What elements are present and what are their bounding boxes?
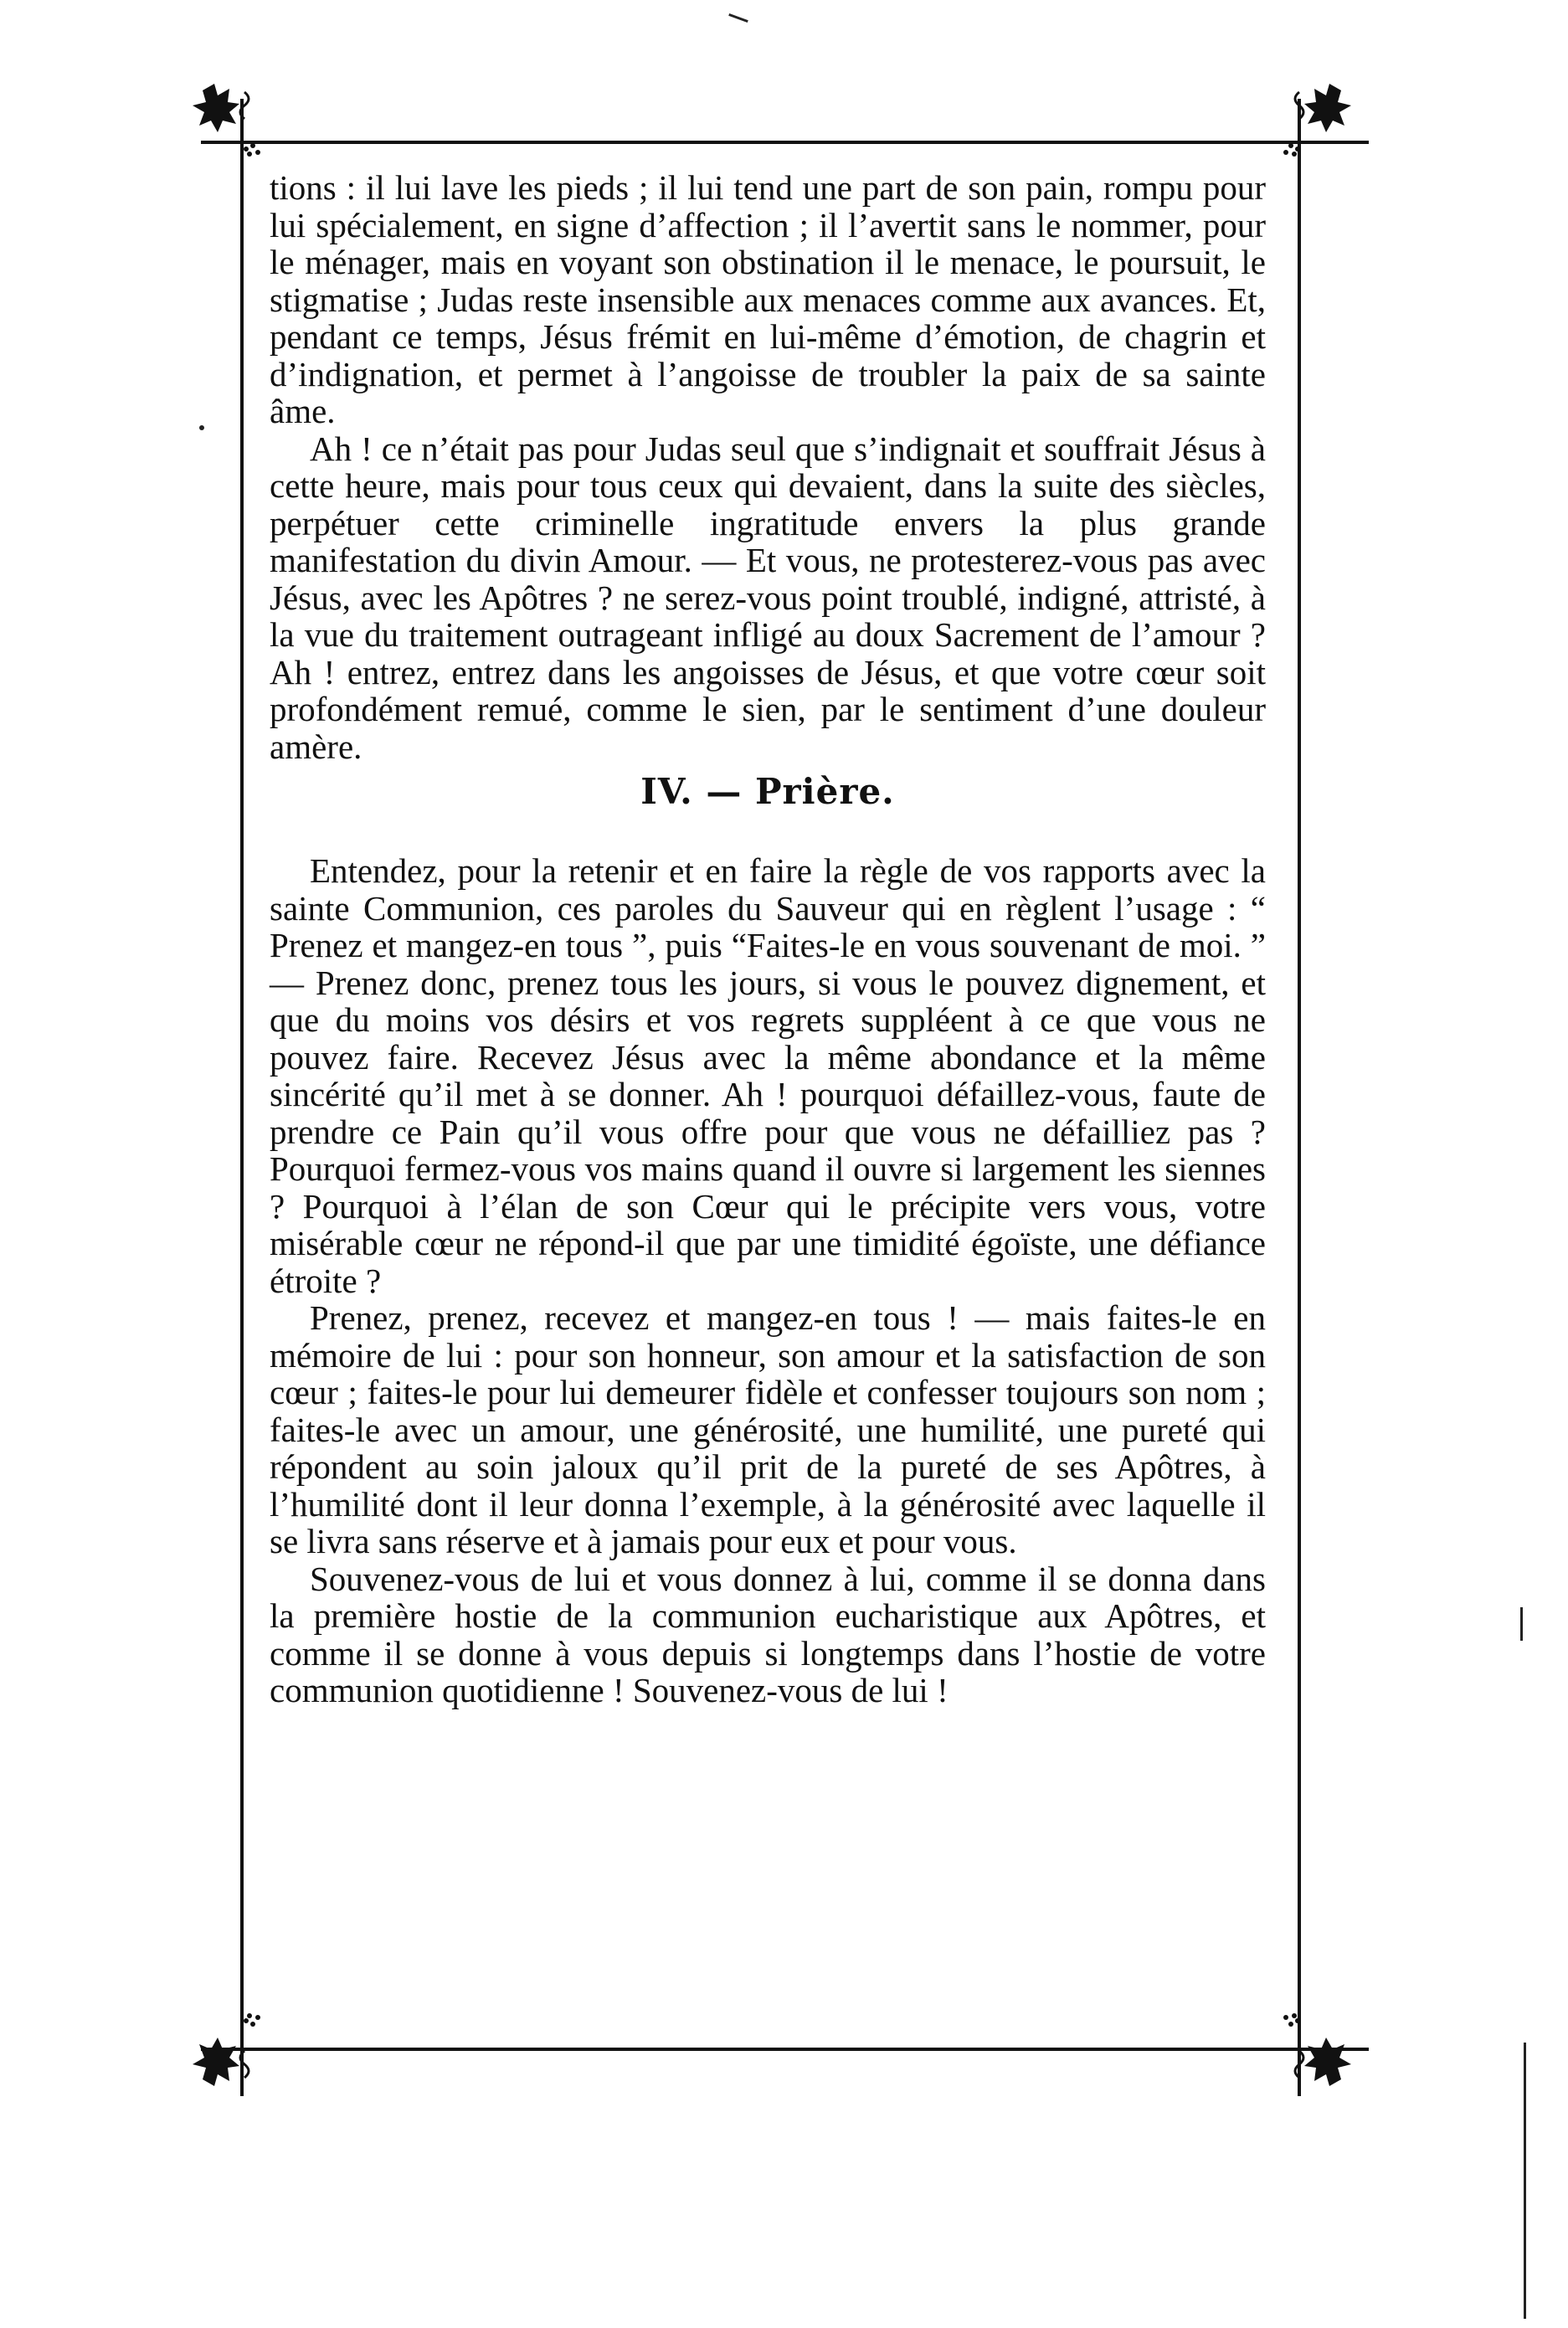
paragraph: Prenez, prenez, recevez et mangez-en tous ! — mais faites-le en mémoire de lui : pour son honneur, son amour et la satisfaction de son cœur ; faites-le pour lui demeurer fidèle et confesser toujours son nom ; faites-le avec un amour, une générosité, une humilité, une pureté qui répondent au soin jaloux qu’il prit de la pureté de ses Apôtres, à l’humilité dont il leur donna l’exemple, à la générosité avec laquelle il se livra sans réserve et à jamais pour eux et pour vous. (270, 1298, 1266, 1560)
section-heading: IV. — Prière. (640, 771, 895, 812)
vine-leaf-corner-icon (186, 75, 278, 167)
frame-right-line (1298, 99, 1301, 2096)
paragraph: Ah ! ce n’était pas pour Judas seul que s’indignait et souffrait Jésus à cette heure, mais pour tous ceux qui devaient, dans la suite des siècles, perpétuer cette criminelle ingratitude envers la plus grande manifestation du divin Amour. — Et vous, ne protesterez-vous pas avec Jésus, avec les Apôtres ? ne serez-vous point troublé, indigné, attristé, à la vue du traitement outrageant infligé au doux Sacrement de l’amour ? Ah ! entrez, entrez dans les angoisses de Jésus, et que votre cœur soit profondément remué, comme le sien, par le sentiment d’une douleur amère. (270, 429, 1266, 766)
frame-left-line (240, 99, 244, 2096)
scan-speck (1524, 2043, 1526, 2319)
scan-speck (728, 13, 748, 23)
paragraph: Souvenez-vous de lui et vous donnez à lui, comme il se donna dans la première hostie de la communion eucharistique aux Apôtres, et comme il se donne à vous depuis si longtemps dans l’hostie de votre communion quotidienne ! Souvenez-vous de lui ! (270, 1559, 1266, 1709)
page-text-block (270, 169, 1266, 1709)
scan-speck (199, 425, 204, 430)
vine-leaf-corner-icon (186, 2002, 278, 2094)
vine-leaf-corner-icon (1266, 2002, 1358, 2094)
frame-bottom-line (201, 2048, 1369, 2051)
paragraph: tions : il lui lave les pieds ; il lui tend une part de son pain, rompu pour lui spécialement, en signe d’affection ; il l’avertit sans le nommer, pour le ménager, mais en voyant son obstination il le menace, le poursuit, le stigmatise ; Judas reste insensible aux menaces comme aux avances. Et, pendant ce temps, Jésus frémit en lui-même d’émotion, de chagrin et d’indignation, et permet à l’angoisse de troubler la paix de sa sainte âme. (270, 168, 1266, 430)
paragraph: Entendez, pour la retenir et en faire la règle de vos rapports avec la sainte Communion, ces paroles du Sauveur qui en règlent l’usage : “ Prenez et mangez-en tous ”, puis “Faites-le en vous souvenant de moi. ” — Prenez donc, prenez tous les jours, si vous le pouvez dignement, et que du moins vos désirs et vos regrets suppléent à ce que vous ne pouvez faire. Recevez Jésus avec la même abondance et la même sincérité qu’il met à se donner. Ah ! pourquoi défaillez-vous, faute de prendre ce Pain qu’il vous offre pour que vous ne défailliez pas ? Pourquoi fermez-vous vos mains quand il ouvre si largement les siennes ? Pourquoi à l’élan de son Cœur qui le précipite vers vous, votre misérable cœur ne répond-il que par une timidité égoïste, une défiance étroite ? (270, 851, 1266, 1300)
vine-leaf-corner-icon (1266, 75, 1358, 167)
frame-top-line (201, 141, 1369, 144)
scan-speck (1520, 1607, 1523, 1641)
